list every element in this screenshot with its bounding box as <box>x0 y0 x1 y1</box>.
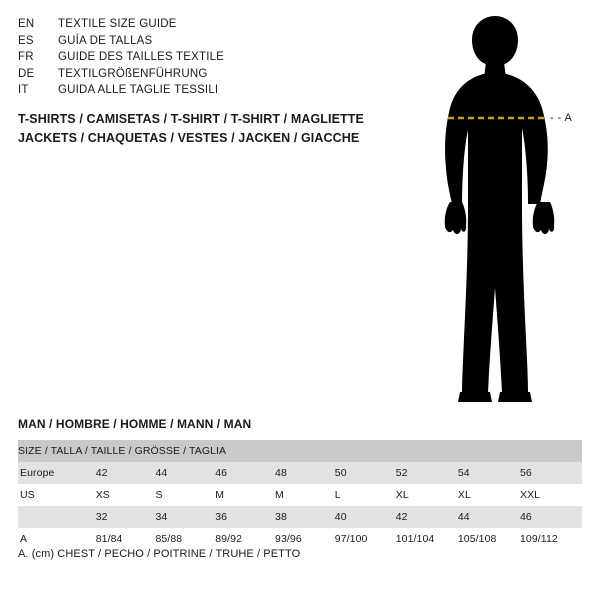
cell-a-6: 105/108 <box>458 528 520 550</box>
cell-europe-6: 54 <box>458 462 520 484</box>
language-code-it: IT <box>18 84 29 96</box>
language-row-en <box>18 16 398 33</box>
cell-a-1: 85/88 <box>155 528 215 550</box>
language-row-it <box>18 82 398 99</box>
cell-europe-7: 56 <box>520 462 582 484</box>
cell-us-6: XL <box>458 484 520 506</box>
cell-usnum-1: 34 <box>155 506 215 528</box>
row-label-us-numeric <box>18 506 96 528</box>
cell-us-5: XL <box>396 484 458 506</box>
cell-usnum-2: 36 <box>215 506 275 528</box>
table-row <box>18 484 582 506</box>
cell-a-2: 89/92 <box>215 528 275 550</box>
cell-a-4: 97/100 <box>335 528 396 550</box>
table-row <box>18 528 582 550</box>
cell-europe-3: 48 <box>275 462 335 484</box>
cell-europe-0: 42 <box>96 462 156 484</box>
size-table <box>18 440 582 550</box>
footnote: A. (cm) CHEST / PECHO / POITRINE / TRUHE / PETTO <box>18 548 301 560</box>
male-silhouette-icon <box>400 8 600 408</box>
body-figure <box>400 8 600 408</box>
cell-europe-4: 50 <box>335 462 396 484</box>
language-row-fr <box>18 49 398 66</box>
cell-europe-1: 44 <box>155 462 215 484</box>
language-list <box>18 16 398 99</box>
table-section-title: MAN / HOMBRE / HOMME / MANN / MAN <box>18 417 252 431</box>
row-label-a: A <box>18 528 96 550</box>
cell-usnum-3: 38 <box>275 506 335 528</box>
cell-a-5: 101/104 <box>396 528 458 550</box>
category-tshirts: T-SHIRTS / CAMISETAS / T-SHIRT / T-SHIRT / MAGLIETTE <box>18 112 364 126</box>
cell-usnum-6: 44 <box>458 506 520 528</box>
cell-a-0: 81/84 <box>96 528 156 550</box>
cell-europe-5: 52 <box>396 462 458 484</box>
cell-usnum-0: 32 <box>96 506 156 528</box>
cell-usnum-7: 46 <box>520 506 582 528</box>
cell-a-3: 93/96 <box>275 528 335 550</box>
language-text-it: GUIDA ALLE TAGLIE TESSILI <box>58 84 219 96</box>
cell-us-1: S <box>155 484 215 506</box>
measure-letter: A <box>564 112 573 124</box>
language-text-fr: GUIDE DES TAILLES TEXTILE <box>58 51 225 63</box>
language-text-de: TEXTILGRÖßENFÜHRUNG <box>58 67 208 80</box>
row-label-europe: Europe <box>18 462 96 484</box>
language-code-de: DE <box>18 67 35 80</box>
category-jackets: JACKETS / CHAQUETAS / VESTES / JACKEN / GIACCHE <box>18 131 360 145</box>
cell-us-0: XS <box>96 484 156 506</box>
language-code-en: EN <box>18 18 35 30</box>
language-text-es: GUÍA DE TALLAS <box>58 34 153 47</box>
language-code-es: ES <box>18 34 34 47</box>
cell-europe-2: 46 <box>215 462 275 484</box>
table-row <box>18 506 582 528</box>
category-headings <box>18 110 418 148</box>
row-label-us: US <box>18 484 96 506</box>
cell-us-2: M <box>215 484 275 506</box>
measure-dash: - - <box>550 112 562 124</box>
table-header-row <box>18 440 582 462</box>
cell-us-4: L <box>335 484 396 506</box>
cell-usnum-5: 42 <box>396 506 458 528</box>
table-row <box>18 462 582 484</box>
measure-label-a <box>550 112 572 124</box>
language-code-fr: FR <box>18 51 34 63</box>
language-row-de <box>18 66 398 83</box>
cell-a-7: 109/112 <box>520 528 582 550</box>
table-header-label: SIZE / TALLA / TAILLE / GRÖSSE / TAGLIA <box>18 440 582 462</box>
cell-us-3: M <box>275 484 335 506</box>
language-text-en: TEXTILE SIZE GUIDE <box>58 18 177 30</box>
cell-usnum-4: 40 <box>335 506 396 528</box>
cell-us-7: XXL <box>520 484 582 506</box>
language-row-es <box>18 33 398 50</box>
